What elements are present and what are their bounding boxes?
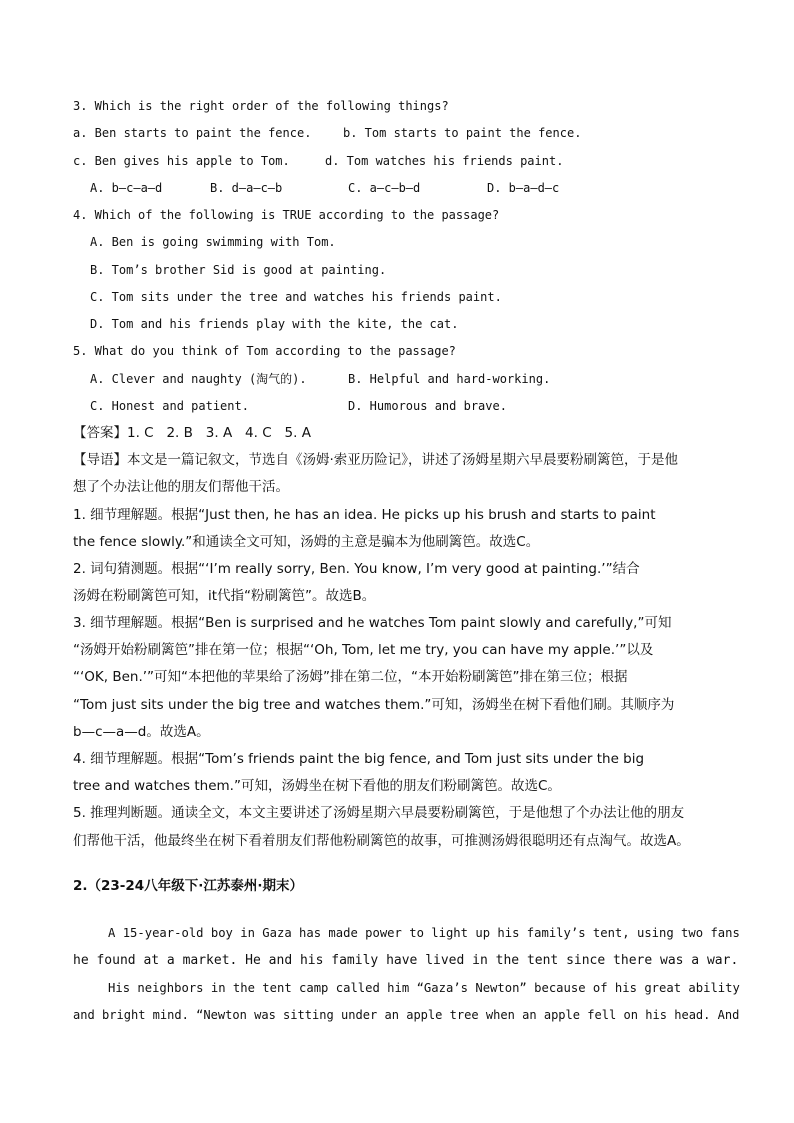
passage-p2-line-1: His neighbors in the tent camp called him “Gaza’s Newton” because of his great ability (108, 981, 740, 995)
q5-option-a: A. Clever and naughty (淘气的). (90, 372, 307, 386)
explanation-2-line-1: 2. 词句猜测题。根据“‘I’m really sorry, Ben. You know, I’m very good at painting.’”结合 (73, 561, 640, 577)
q3-option-d: D. b—a—d—c (487, 181, 560, 195)
q3-stem: 3. Which is the right order of the following things? (73, 99, 449, 113)
q4-option-b: B. Tom’s brother Sid is good at painting. (90, 263, 387, 277)
explanation-5-line-1: 5. 推理判断题。通读全文，本文主要讲述了汤姆星期六早晨要粉刷篱笆，于是他想了个办法让他的朋友 (73, 805, 685, 821)
explanation-3-line-5: b—c—a—d。故选A。 (73, 724, 210, 740)
explanation-1-line-2: the fence slowly.”和通读全文可知，汤姆的主意是骗本为他刷篱笆。故选C。 (73, 534, 540, 550)
explanation-3-line-3: “‘OK, Ben.’”可知“本把他的苹果给了汤姆”排在第二位，“本开始粉刷篱笆”排在第三位；根据 (73, 669, 628, 685)
q3-item-a: a. Ben starts to paint the fence. (73, 126, 312, 140)
q5-option-b: B. Helpful and hard-working. (348, 372, 551, 386)
explanation-1-line-1: 1. 细节理解题。根据“Just then, he has an idea. He picks up his brush and starts to paint (73, 507, 656, 523)
q3-item-d: d. Tom watches his friends paint. (325, 154, 564, 168)
q4-option-c: C. Tom sits under the tree and watches his friends paint. (90, 290, 502, 304)
explanation-4-line-2: tree and watches them.”可知，汤姆坐在树下看他的朋友们粉刷篱笆。故选C。 (73, 778, 561, 794)
explanation-5-line-2: 们帮他干活，他最终坐在树下看着朋友们帮他粉刷篱笆的故事，可推测汤姆很聪明还有点淘气。故选A。 (73, 833, 690, 849)
q5-stem: 5. What do you think of Tom according to the passage? (73, 344, 456, 358)
q5-option-d: D. Humorous and brave. (348, 399, 507, 413)
guide-line-2: 想了个办法让他的朋友们帮他干活。 (73, 479, 289, 495)
answer-key: 【答案】1. C 2. B 3. A 4. C 5. A (73, 425, 311, 441)
passage-p1-line-1: A 15-year-old boy in Gaza has made power to light up his family’s tent, using two fans (108, 926, 740, 940)
passage-p1-line-2: he found at a market. He and his family have lived in the tent since there was a war. (73, 953, 739, 968)
q3-option-b: B. d—a—c—b (210, 181, 283, 195)
q3-item-c: c. Ben gives his apple to Tom. (73, 154, 290, 168)
explanation-3-line-4: “Tom just sits under the big tree and watches them.”可知，汤姆坐在树下看他们刷。其顺序为 (73, 697, 675, 713)
passage-p2-line-2: and bright mind. “Newton was sitting under an apple tree when an apple fell on his head. And (73, 1008, 740, 1022)
q4-stem: 4. Which of the following is TRUE according to the passage? (73, 208, 500, 222)
q3-option-c: C. a—c—b—d (348, 181, 421, 195)
explanation-3-line-1: 3. 细节理解题。根据“Ben is surprised and he watches Tom paint slowly and carefully,”可知 (73, 615, 672, 631)
explanation-3-line-2: “汤姆开始粉刷篱笆”排在第一位；根据“‘Oh, Tom, let me try, you can have my apple.’”以及 (73, 642, 654, 658)
q3-item-b: b. Tom starts to paint the fence. (343, 126, 582, 140)
section-2-heading: 2.（23-24八年级下·江苏泰州·期末） (73, 878, 303, 894)
q4-option-a: A. Ben is going swimming with Tom. (90, 235, 336, 249)
q4-option-d: D. Tom and his friends play with the kite, the cat. (90, 317, 459, 331)
explanation-2-line-2: 汤姆在粉刷篱笆可知，it代指“粉刷篱笆”。故选B。 (73, 588, 376, 604)
q3-option-a: A. b—c—a—d (90, 181, 163, 195)
q5-option-c: C. Honest and patient. (90, 399, 249, 413)
explanation-4-line-1: 4. 细节理解题。根据“Tom’s friends paint the big fence, and Tom just sits under the big (73, 751, 645, 767)
guide-line-1: 【导语】本文是一篇记叙文，节选自《汤姆·索亚历险记》，讲述了汤姆星期六早晨要粉刷篱笆，于是他 (73, 452, 679, 468)
